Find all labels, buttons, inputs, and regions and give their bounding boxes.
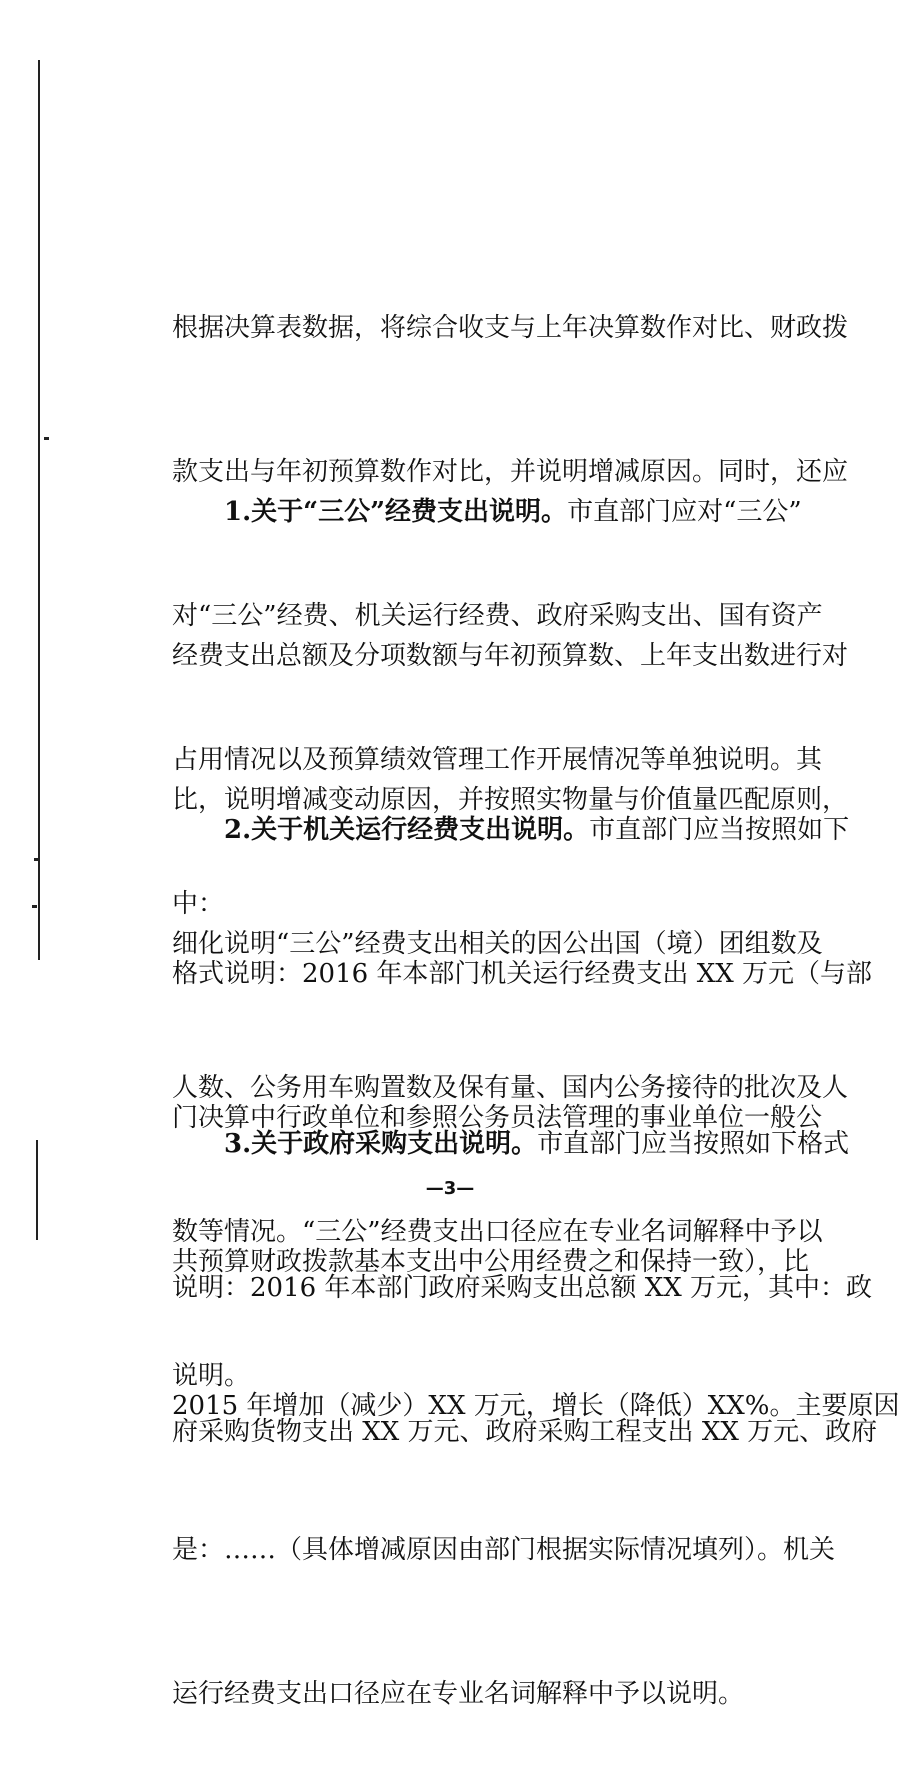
text-line: 市直部门应对“三公” (567, 497, 802, 527)
text-line: 细化说明“三公”经费支出相关的因公出国（境）团组数及 (172, 929, 823, 959)
text-line: 对“三公”经费、机关运行经费、政府采购支出、国有资产 (172, 601, 823, 631)
section-heading: 2.关于机关运行经费支出说明。 (224, 815, 590, 845)
text-line: 占用情况以及预算绩效管理工作开展情况等单独说明。其 (172, 745, 823, 775)
scan-dot (32, 905, 37, 908)
text-line: 款支出与年初预算数作对比，并说明增减原因。同时，还应 (172, 457, 849, 487)
text-line: 市直部门应当按照如下 (589, 815, 850, 845)
text-line: 中： (172, 889, 225, 919)
section-heading: 3.关于政府采购支出说明。 (224, 1129, 538, 1159)
text-line: 2015 年增加（减少）XX 万元，增长（降低）XX%。主要原因 (172, 1391, 900, 1421)
section-heading: 1.关于“三公”经费支出说明。 (224, 497, 568, 527)
section-first-line (172, 488, 802, 536)
text-line: 格式说明：2016 年本部门机关运行经费支出 XX 万元（与部 (172, 959, 872, 989)
text-line: 门决算中行政单位和参照公务员法管理的事业单位一般公 (172, 1103, 823, 1133)
text-line: 共预算财政拨款基本支出中公用经费之和保持一致），比 (172, 1247, 810, 1277)
text-line: 数等情况。“三公”经费支出口径应在专业名词解释中予以 (172, 1217, 823, 1247)
text-line: 是：……（具体增减原因由部门根据实际情况填列）。机关 (172, 1535, 836, 1565)
page-number: —3— (425, 1178, 475, 1199)
text-line: 府采购货物支出 XX 万元、政府采购工程支出 XX 万元、政府 (172, 1417, 878, 1447)
text-line: 人数、公务用车购置数及保有量、国内公务接待的批次及人 (172, 1073, 849, 1103)
text-line: 运行经费支出口径应在专业名词解释中予以说明。 (172, 1679, 745, 1709)
scan-margin-line (38, 60, 40, 960)
scan-dot (34, 858, 39, 861)
scan-dot (44, 437, 49, 440)
text-line: 说明：2016 年本部门政府采购支出总额 XX 万元，其中：政 (172, 1273, 872, 1303)
section-first-line (172, 1120, 850, 1168)
text-line: 市直部门应当按照如下格式 (537, 1129, 850, 1159)
text-line: 根据决算表数据，将综合收支与上年决算数作对比、财政拨 (172, 313, 849, 343)
section-3 (172, 1024, 900, 1504)
text-line: 比，说明增减变动原因，并按照实物量与价值量匹配原则， (172, 785, 849, 815)
section-first-line (172, 806, 850, 854)
text-line: 说明。 (172, 1361, 251, 1391)
text-line: 经费支出总额及分项数额与年初预算数、上年支出数进行对 (172, 641, 849, 671)
